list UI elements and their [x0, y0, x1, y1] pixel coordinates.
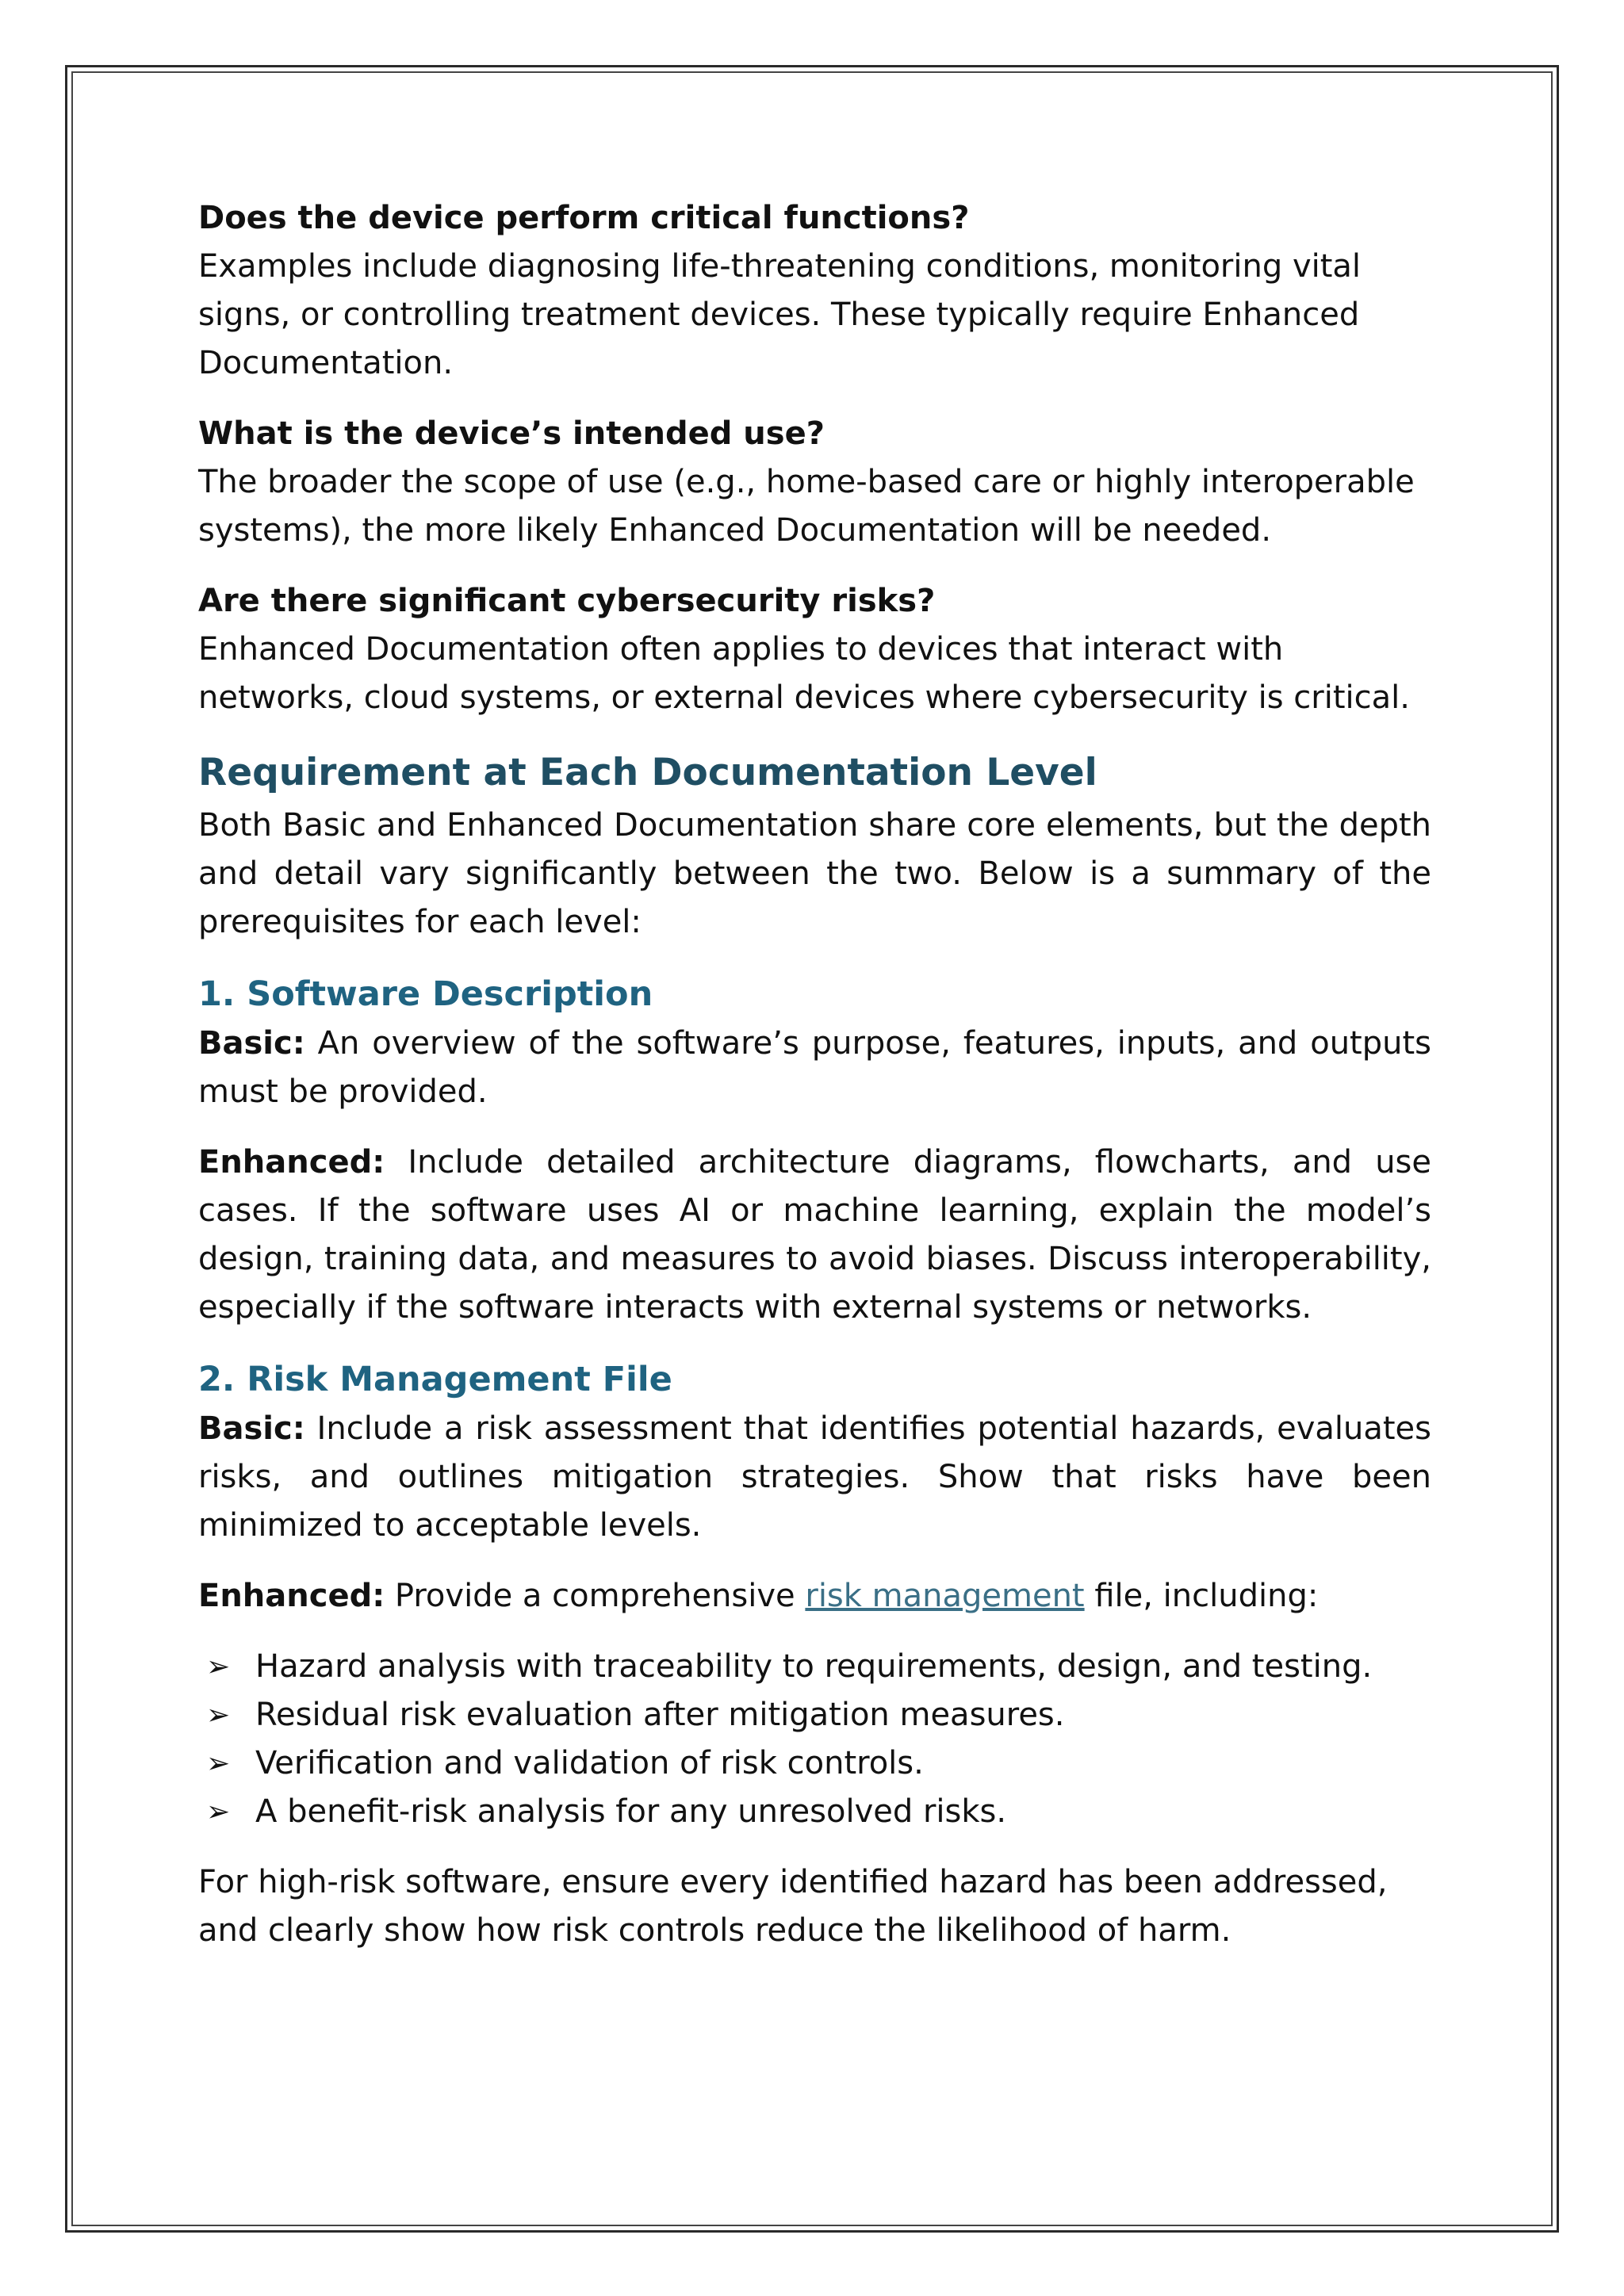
question-intended-use: [198, 410, 1431, 555]
basic-label: Basic:: [198, 1025, 305, 1062]
question-text: Enhanced Documentation often applies to devices that interact with networks, cloud systems, or external devices where cybersecurity is critical.: [198, 631, 1410, 716]
basic-label: Basic:: [198, 1410, 305, 1447]
list-item-text: Hazard analysis with traceability to requirements, design, and testing.: [255, 1648, 1373, 1685]
list-item-text: Residual risk evaluation after mitigation measures.: [255, 1697, 1065, 1733]
list-item: [198, 1739, 1431, 1788]
risk-management-bullet-list: [198, 1643, 1431, 1836]
question-text: Examples include diagnosing life-threatening conditions, monitoring vital signs, or controlling treatment devices. These typically require Enhanced Documentation.: [198, 248, 1362, 381]
arrow-bullet-icon: ➢: [206, 1651, 231, 1683]
list-item: [198, 1643, 1431, 1691]
software-description-enhanced: [198, 1138, 1431, 1332]
risk-management-basic: [198, 1405, 1431, 1550]
question-title: Are there significant cybersecurity risks?: [198, 583, 936, 619]
list-item-text: Verification and validation of risk controls.: [255, 1745, 924, 1781]
arrow-bullet-icon: ➢: [206, 1796, 231, 1828]
subsection-heading-risk-management: 2. Risk Management File: [198, 1360, 672, 1399]
risk-management-closing: For high-risk software, ensure every identified hazard has been addressed, and clearly show how risk controls reduce the likelihood of harm.: [198, 1864, 1388, 1949]
basic-text: An overview of the software’s purpose, features, inputs, and outputs must be provided.: [198, 1025, 1431, 1110]
subsection-heading-software-description: 1. Software Description: [198, 974, 653, 1014]
risk-management-link[interactable]: risk management: [805, 1578, 1085, 1614]
document-body: [198, 194, 1431, 1955]
section-intro: Both Basic and Enhanced Documentation share core elements, but the depth and detail vary significantly between the two. Below is a summary of the prerequisites for each level:: [198, 807, 1431, 940]
question-title: Does the device perform critical functions?: [198, 200, 970, 236]
enhanced-text-post: file, including:: [1084, 1578, 1319, 1614]
list-item: [198, 1788, 1431, 1836]
enhanced-text-pre: Provide a comprehensive: [385, 1578, 806, 1614]
question-title: What is the device’s intended use?: [198, 415, 825, 452]
risk-management-enhanced: [198, 1572, 1431, 1621]
question-critical-functions: [198, 194, 1431, 388]
enhanced-label: Enhanced:: [198, 1144, 385, 1181]
list-item-text: A benefit-risk analysis for any unresolved risks.: [255, 1793, 1007, 1830]
section-heading: Requirement at Each Documentation Level: [198, 751, 1097, 794]
question-cybersecurity: [198, 577, 1431, 722]
arrow-bullet-icon: ➢: [206, 1699, 231, 1732]
enhanced-text: Include detailed architecture diagrams, flowcharts, and use cases. If the software uses AI or machine learning, explain the model’s design, training data, and measures to avoid biases. Discuss interoperability, especially if the software interacts with external systems or networks.: [198, 1144, 1431, 1326]
enhanced-label: Enhanced:: [198, 1578, 385, 1614]
software-description-basic: [198, 1020, 1431, 1116]
basic-text: Include a risk assessment that identifies potential hazards, evaluates risks, and outlines mitigation strategies. Show that risks have been minimized to acceptable levels.: [198, 1410, 1431, 1544]
list-item: [198, 1691, 1431, 1739]
question-text: The broader the scope of use (e.g., home-based care or highly interoperable systems), the more likely Enhanced Documentation will be needed.: [198, 464, 1415, 549]
arrow-bullet-icon: ➢: [206, 1747, 231, 1780]
